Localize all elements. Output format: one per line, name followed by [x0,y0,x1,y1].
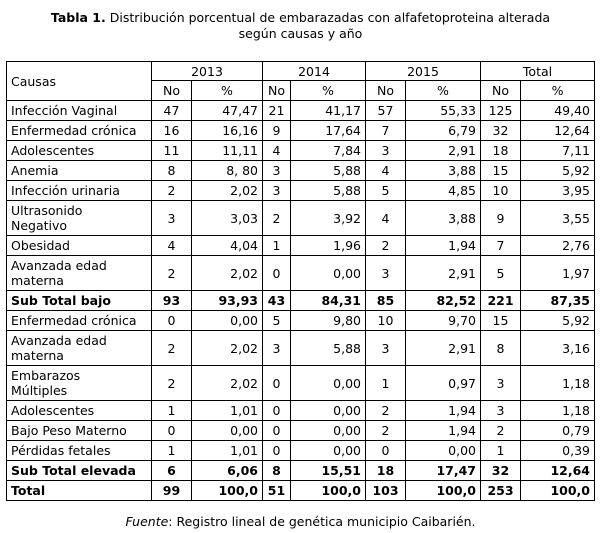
cause-label-line: Enfermedad crónica [11,123,137,138]
percent-cell: 17,64 [291,121,366,141]
cause-label-line: Adolescentes [11,143,95,158]
count-cell: 3 [263,181,291,201]
header-total: Total [481,62,595,81]
count-cell: 0 [366,441,406,461]
count-cell: 2 [366,401,406,421]
count-cell: 3 [263,161,291,181]
cause-cell [7,331,152,366]
percent-cell: 12,64 [521,461,595,481]
percent-cell: 0,00 [291,401,366,421]
percent-cell: 41,17 [291,101,366,121]
table-row [7,101,595,121]
percent-cell: 100,0 [406,481,481,501]
percent-cell: 0,79 [521,421,595,441]
cause-label-line: Infección urinaria [11,183,120,198]
count-cell: 15 [481,311,521,331]
count-cell: 2 [152,181,192,201]
count-cell: 5 [481,256,521,291]
count-cell: 2 [366,421,406,441]
caption-label: Tabla 1. [50,10,106,25]
cause-cell [7,161,152,181]
cause-cell [7,366,152,401]
count-cell: 2 [152,256,192,291]
percent-cell: 9,70 [406,311,481,331]
count-cell: 99 [152,481,192,501]
percent-cell: 7,11 [521,141,595,161]
count-cell: 3 [263,331,291,366]
count-cell: 10 [481,181,521,201]
header-year-2014: 2014 [263,62,366,81]
count-cell: 2 [366,236,406,256]
percent-cell: 5,88 [291,161,366,181]
cause-cell [7,461,152,481]
percent-cell: 5,88 [291,331,366,366]
count-cell: 1 [152,401,192,421]
percent-cell: 11,11 [192,141,263,161]
header-causes: Causas [7,62,152,101]
cause-label-line: Embarazos [11,368,81,383]
percent-cell: 3,16 [521,331,595,366]
percent-cell: 3,03 [192,201,263,236]
percent-cell: 2,02 [192,366,263,401]
count-cell: 32 [481,121,521,141]
percent-cell: 0,00 [406,441,481,461]
count-cell: 85 [366,291,406,311]
percent-cell: 15,51 [291,461,366,481]
percent-cell: 0,00 [291,441,366,461]
percent-cell: 0,39 [521,441,595,461]
cause-cell [7,121,152,141]
count-cell: 2 [152,366,192,401]
percent-cell: 6,06 [192,461,263,481]
cause-label-line: Total [11,483,46,498]
count-cell: 253 [481,481,521,501]
cause-cell [7,201,152,236]
percent-cell: 3,92 [291,201,366,236]
cause-label-line: Avanzada edad [11,258,107,273]
percent-cell: 87,35 [521,291,595,311]
count-cell: 11 [152,141,192,161]
count-cell: 7 [481,236,521,256]
count-cell: 2 [263,201,291,236]
percent-cell: 55,33 [406,101,481,121]
percent-cell: 3,88 [406,201,481,236]
percent-cell: 93,93 [192,291,263,311]
subtotal-row [7,291,595,311]
percent-cell: 1,97 [521,256,595,291]
percent-cell: 2,91 [406,141,481,161]
percent-cell: 5,92 [521,311,595,331]
percent-cell: 5,92 [521,161,595,181]
count-cell: 3 [481,401,521,421]
count-cell: 3 [366,141,406,161]
count-cell: 8 [481,331,521,366]
table-row [7,421,595,441]
count-cell: 103 [366,481,406,501]
count-cell: 32 [481,461,521,481]
cause-label-line: materna [11,348,64,363]
count-cell: 5 [366,181,406,201]
percent-cell: 4,85 [406,181,481,201]
table-row [7,236,595,256]
source-label: Fuente [125,514,169,529]
count-cell: 93 [152,291,192,311]
count-cell: 3 [366,331,406,366]
percent-cell: 1,94 [406,421,481,441]
percent-cell: 2,91 [406,256,481,291]
data-table [6,61,595,501]
percent-cell: 1,94 [406,401,481,421]
count-cell: 0 [152,311,192,331]
cause-label-line: Anemia [11,163,59,178]
percent-cell: 82,52 [406,291,481,311]
count-cell: 8 [152,161,192,181]
count-cell: 4 [366,161,406,181]
count-cell: 2 [481,421,521,441]
cause-label-line: Infección Vaginal [11,103,118,118]
percent-cell: 12,64 [521,121,595,141]
cause-cell [7,291,152,311]
percent-cell: 47,47 [192,101,263,121]
percent-cell: 100,0 [291,481,366,501]
cause-cell [7,181,152,201]
cause-cell [7,236,152,256]
count-cell: 3 [366,256,406,291]
table-row [7,256,595,291]
subtotal-row [7,461,595,481]
cause-label-line: Avanzada edad [11,333,107,348]
header-year-2015: 2015 [366,62,481,81]
subheader-no: No [366,81,406,101]
cause-cell [7,311,152,331]
percent-cell: 4,04 [192,236,263,256]
cause-cell [7,141,152,161]
percent-cell: 2,91 [406,331,481,366]
percent-cell: 9,80 [291,311,366,331]
count-cell: 1 [152,441,192,461]
count-cell: 18 [481,141,521,161]
source-note [0,514,601,529]
percent-cell: 84,31 [291,291,366,311]
count-cell: 7 [366,121,406,141]
percent-cell: 1,18 [521,401,595,421]
cause-label-line: Obesidad [11,238,70,253]
cause-label-line: Sub Total elevada [11,463,136,478]
count-cell: 9 [481,201,521,236]
count-cell: 2 [152,331,192,366]
count-cell: 0 [263,441,291,461]
count-cell: 6 [152,461,192,481]
percent-cell: 0,97 [406,366,481,401]
table-row [7,366,595,401]
subtotal-row [7,481,595,501]
subheader-no: No [152,81,192,101]
percent-cell: 3,95 [521,181,595,201]
table-row [7,401,595,421]
count-cell: 0 [263,401,291,421]
table-row [7,441,595,461]
percent-cell: 3,55 [521,201,595,236]
percent-cell: 5,88 [291,181,366,201]
cause-cell [7,421,152,441]
cause-label-line: Sub Total bajo [11,293,111,308]
count-cell: 4 [263,141,291,161]
percent-cell: 6,79 [406,121,481,141]
table-row [7,141,595,161]
table-row [7,201,595,236]
count-cell: 21 [263,101,291,121]
percent-cell: 0,00 [192,311,263,331]
cause-label-line: Adolescentes [11,403,95,418]
subheader-percent: % [291,81,366,101]
percent-cell: 2,02 [192,181,263,201]
count-cell: 51 [263,481,291,501]
count-cell: 18 [366,461,406,481]
cause-cell [7,401,152,421]
percent-cell: 1,96 [291,236,366,256]
header-year-2013: 2013 [152,62,263,81]
count-cell: 0 [263,366,291,401]
count-cell: 3 [481,366,521,401]
count-cell: 4 [152,236,192,256]
subheader-percent: % [192,81,263,101]
count-cell: 1 [366,366,406,401]
percent-cell: 0,00 [291,366,366,401]
caption-line-2: según causas y año [238,26,363,41]
table-row [7,121,595,141]
subheader-no: No [481,81,521,101]
table-caption [0,10,601,42]
percent-cell: 17,47 [406,461,481,481]
count-cell: 0 [152,421,192,441]
count-cell: 0 [263,421,291,441]
count-cell: 15 [481,161,521,181]
count-cell: 9 [263,121,291,141]
percent-cell: 2,02 [192,331,263,366]
percent-cell: 1,94 [406,236,481,256]
cause-cell [7,256,152,291]
subheader-percent: % [406,81,481,101]
table-row [7,181,595,201]
percent-cell: 1,18 [521,366,595,401]
percent-cell: 1,01 [192,441,263,461]
percent-cell: 0,00 [192,421,263,441]
count-cell: 0 [263,256,291,291]
percent-cell: 2,76 [521,236,595,256]
table-body [7,62,595,501]
count-cell: 57 [366,101,406,121]
cause-label-line: Bajo Peso Materno [11,423,127,438]
count-cell: 47 [152,101,192,121]
percent-cell: 2,02 [192,256,263,291]
count-cell: 1 [263,236,291,256]
cause-cell [7,441,152,461]
count-cell: 1 [481,441,521,461]
caption-line-1 [0,10,601,26]
count-cell: 221 [481,291,521,311]
subheader-percent: % [521,81,595,101]
percent-cell: 16,16 [192,121,263,141]
table-row [7,311,595,331]
count-cell: 10 [366,311,406,331]
cause-cell [7,101,152,121]
count-cell: 125 [481,101,521,121]
percent-cell: 49,40 [521,101,595,121]
percent-cell: 100,0 [521,481,595,501]
cause-label-line: materna [11,273,64,288]
count-cell: 5 [263,311,291,331]
percent-cell: 1,01 [192,401,263,421]
cause-label-line: Pérdidas fetales [11,443,111,458]
caption-title: Distribución porcentual de embarazadas con alfafetoproteina alterada [109,10,551,25]
count-cell: 16 [152,121,192,141]
percent-cell: 3,88 [406,161,481,181]
table-row [7,331,595,366]
percent-cell: 0,00 [291,421,366,441]
source-text: : Registro lineal de genética municipio Caibarién. [168,514,476,529]
cause-label-line: Enfermedad crónica [11,313,137,328]
cause-label-line: Ultrasonido [11,203,83,218]
percent-cell: 0,00 [291,256,366,291]
cause-label-line: Múltiples [11,383,68,398]
percent-cell: 8, 80 [192,161,263,181]
header-row-years [7,62,595,81]
percent-cell: 7,84 [291,141,366,161]
count-cell: 4 [366,201,406,236]
cause-cell [7,481,152,501]
count-cell: 8 [263,461,291,481]
count-cell: 3 [152,201,192,236]
cause-label-line: Negativo [11,218,68,233]
subheader-no: No [263,81,291,101]
percent-cell: 100,0 [192,481,263,501]
table-row [7,161,595,181]
count-cell: 43 [263,291,291,311]
